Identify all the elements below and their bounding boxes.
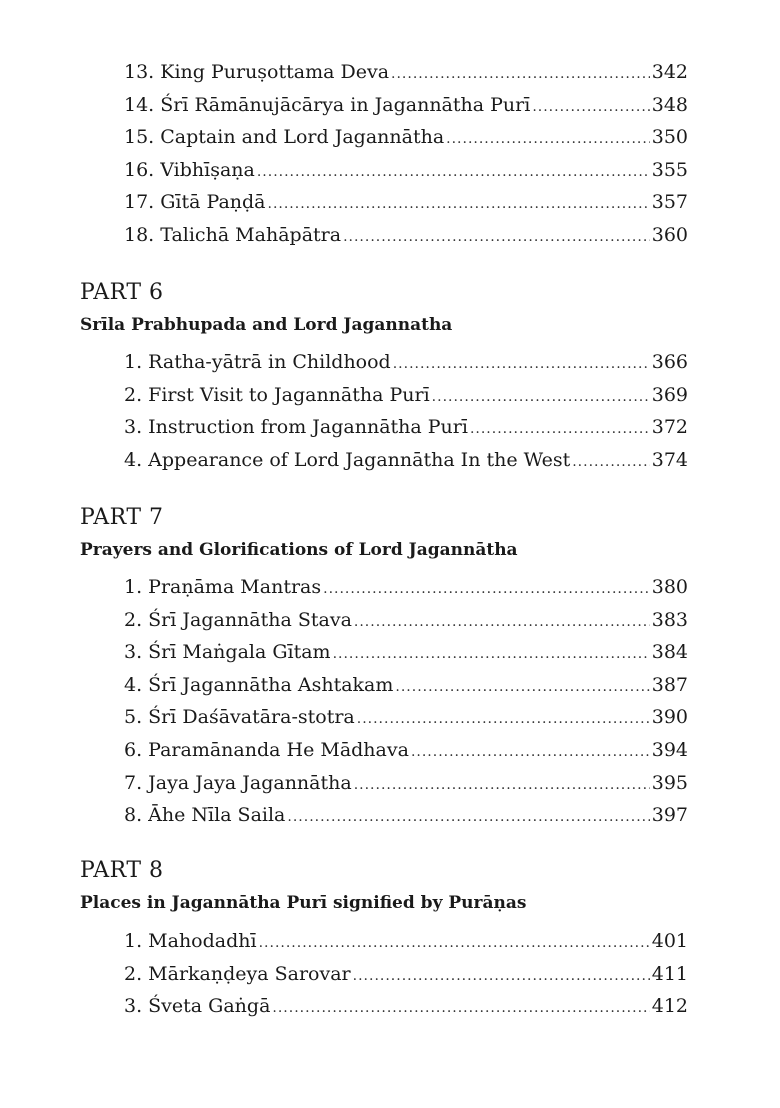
part-heading: PART 8 [80, 858, 164, 883]
toc-entry[interactable] [124, 121, 688, 154]
toc-entry-page: 357 [651, 191, 688, 214]
toc-entry-page: 342 [651, 61, 688, 83]
toc-entry-title: 13. King Puruṣottama Deva [124, 61, 390, 83]
toc-entry[interactable] [124, 701, 688, 734]
toc-entry-title: 2. Śrī Jagannātha Stava [124, 608, 352, 631]
toc-leader-dots [391, 58, 650, 91]
toc-entry[interactable] [124, 444, 688, 477]
part-heading: PART 7 [80, 505, 164, 530]
toc-entry[interactable] [124, 186, 688, 219]
toc-entry-page: 374 [651, 448, 688, 471]
toc-entry[interactable] [124, 636, 688, 669]
toc-entry-title: 14. Śrī Rāmānujācārya in Jagannātha Purī [124, 93, 531, 116]
toc-entry[interactable] [124, 958, 688, 991]
toc-entry-title: 3. Śrī Maṅgala Gītam [124, 641, 331, 664]
toc-entry-page: 350 [651, 126, 688, 149]
toc-leader-dots [259, 927, 650, 960]
toc-leader-dots [393, 348, 650, 381]
toc-entry-title: 4. Śrī Jagannātha Ashtakam [124, 673, 394, 696]
toc-entry-page: 394 [651, 738, 688, 761]
toc-entry[interactable] [124, 734, 688, 767]
toc-entry-page: 372 [651, 416, 688, 439]
toc-entry-page: 348 [651, 93, 688, 116]
toc-leader-dots [470, 413, 650, 446]
toc-entry[interactable] [124, 799, 688, 832]
toc-leader-dots [343, 221, 650, 254]
toc-entry-title: 16. Vibhīṣaṇa [124, 158, 255, 181]
toc-entry-page: 384 [651, 641, 688, 664]
toc-entry[interactable] [124, 767, 688, 800]
toc-entry[interactable] [124, 411, 688, 444]
toc-leader-dots [411, 736, 650, 769]
toc-entry-page: 395 [651, 771, 688, 794]
continued-toc-list [124, 56, 688, 252]
toc-leader-dots [532, 91, 649, 124]
toc-entry-page: 366 [651, 351, 688, 373]
part-subtitle: Srīla Prabhupada and Lord Jagannatha [80, 315, 453, 335]
toc-leader-dots [353, 960, 650, 993]
part-7-toc-list [124, 571, 688, 832]
toc-entry-page: 411 [651, 962, 688, 985]
toc-entry[interactable] [124, 571, 688, 604]
toc-entry-title: 18. Talichā Mahāpātra [124, 223, 342, 246]
toc-entry-page: 380 [651, 576, 688, 598]
part-subtitle: Places in Jagannātha Purī signified by Purāṇas [80, 893, 527, 913]
toc-entry-title: 8. Āhe Nīla Saila [124, 804, 286, 827]
toc-entry-page: 387 [651, 673, 688, 696]
toc-entry[interactable] [124, 990, 688, 1023]
toc-leader-dots [395, 671, 649, 704]
toc-leader-dots [272, 992, 649, 1025]
toc-entry[interactable] [124, 379, 688, 412]
toc-entry[interactable] [124, 604, 688, 637]
toc-entry-title: 6. Paramānanda He Mādhava [124, 738, 409, 761]
part-subtitle: Prayers and Glorifications of Lord Jagannātha [80, 540, 518, 560]
toc-entry-title: 1. Ratha-yātrā in Childhood [124, 351, 391, 373]
toc-entry-title: 3. Śveta Gaṅgā [124, 995, 271, 1018]
toc-entry-title: 5. Śrī Daśāvatāra-stotra [124, 706, 355, 729]
toc-leader-dots [323, 573, 650, 606]
toc-leader-dots [432, 381, 650, 414]
toc-entry-page: 369 [651, 383, 688, 406]
toc-entry-title: 7. Jaya Jaya Jagannātha [124, 771, 352, 794]
toc-leader-dots [446, 123, 650, 156]
toc-entry[interactable] [124, 219, 688, 252]
toc-leader-dots [287, 801, 649, 834]
toc-entry-title: 2. Mārkaṇḍeya Sarovar [124, 962, 351, 985]
toc-entry-title: 1. Mahodadhī [124, 930, 257, 952]
toc-entry-page: 383 [651, 608, 688, 631]
toc-leader-dots [257, 156, 650, 189]
toc-leader-dots [572, 446, 650, 479]
toc-entry-page: 397 [651, 804, 688, 827]
toc-entry-title: 1. Praṇāma Mantras [124, 576, 322, 598]
toc-entry[interactable] [124, 925, 688, 958]
toc-entry[interactable] [124, 56, 688, 89]
toc-entry-title: 17. Gītā Paṇḍā [124, 191, 266, 214]
toc-entry-page: 360 [651, 223, 688, 246]
toc-leader-dots [354, 769, 650, 802]
toc-entry[interactable] [124, 89, 688, 122]
toc-entry-page: 401 [651, 930, 688, 952]
part-heading: PART 6 [80, 280, 164, 305]
toc-leader-dots [333, 638, 650, 671]
toc-entry[interactable] [124, 154, 688, 187]
toc-entry-title: 4. Appearance of Lord Jagannātha In the West [124, 448, 571, 471]
toc-entry[interactable] [124, 346, 688, 379]
toc-entry-page: 412 [651, 995, 688, 1018]
toc-entry-title: 3. Instruction from Jagannātha Purī [124, 416, 468, 439]
toc-entry-title: 2. First Visit to Jagannātha Purī [124, 383, 430, 406]
toc-entry-page: 355 [651, 158, 688, 181]
part-8-toc-list [124, 925, 688, 1023]
toc-leader-dots [357, 703, 650, 736]
toc-entry-title: 15. Captain and Lord Jagannātha [124, 126, 445, 149]
toc-entry[interactable] [124, 669, 688, 702]
toc-leader-dots [268, 188, 650, 221]
toc-leader-dots [354, 606, 650, 639]
toc-entry-page: 390 [651, 706, 688, 729]
part-6-toc-list [124, 346, 688, 476]
